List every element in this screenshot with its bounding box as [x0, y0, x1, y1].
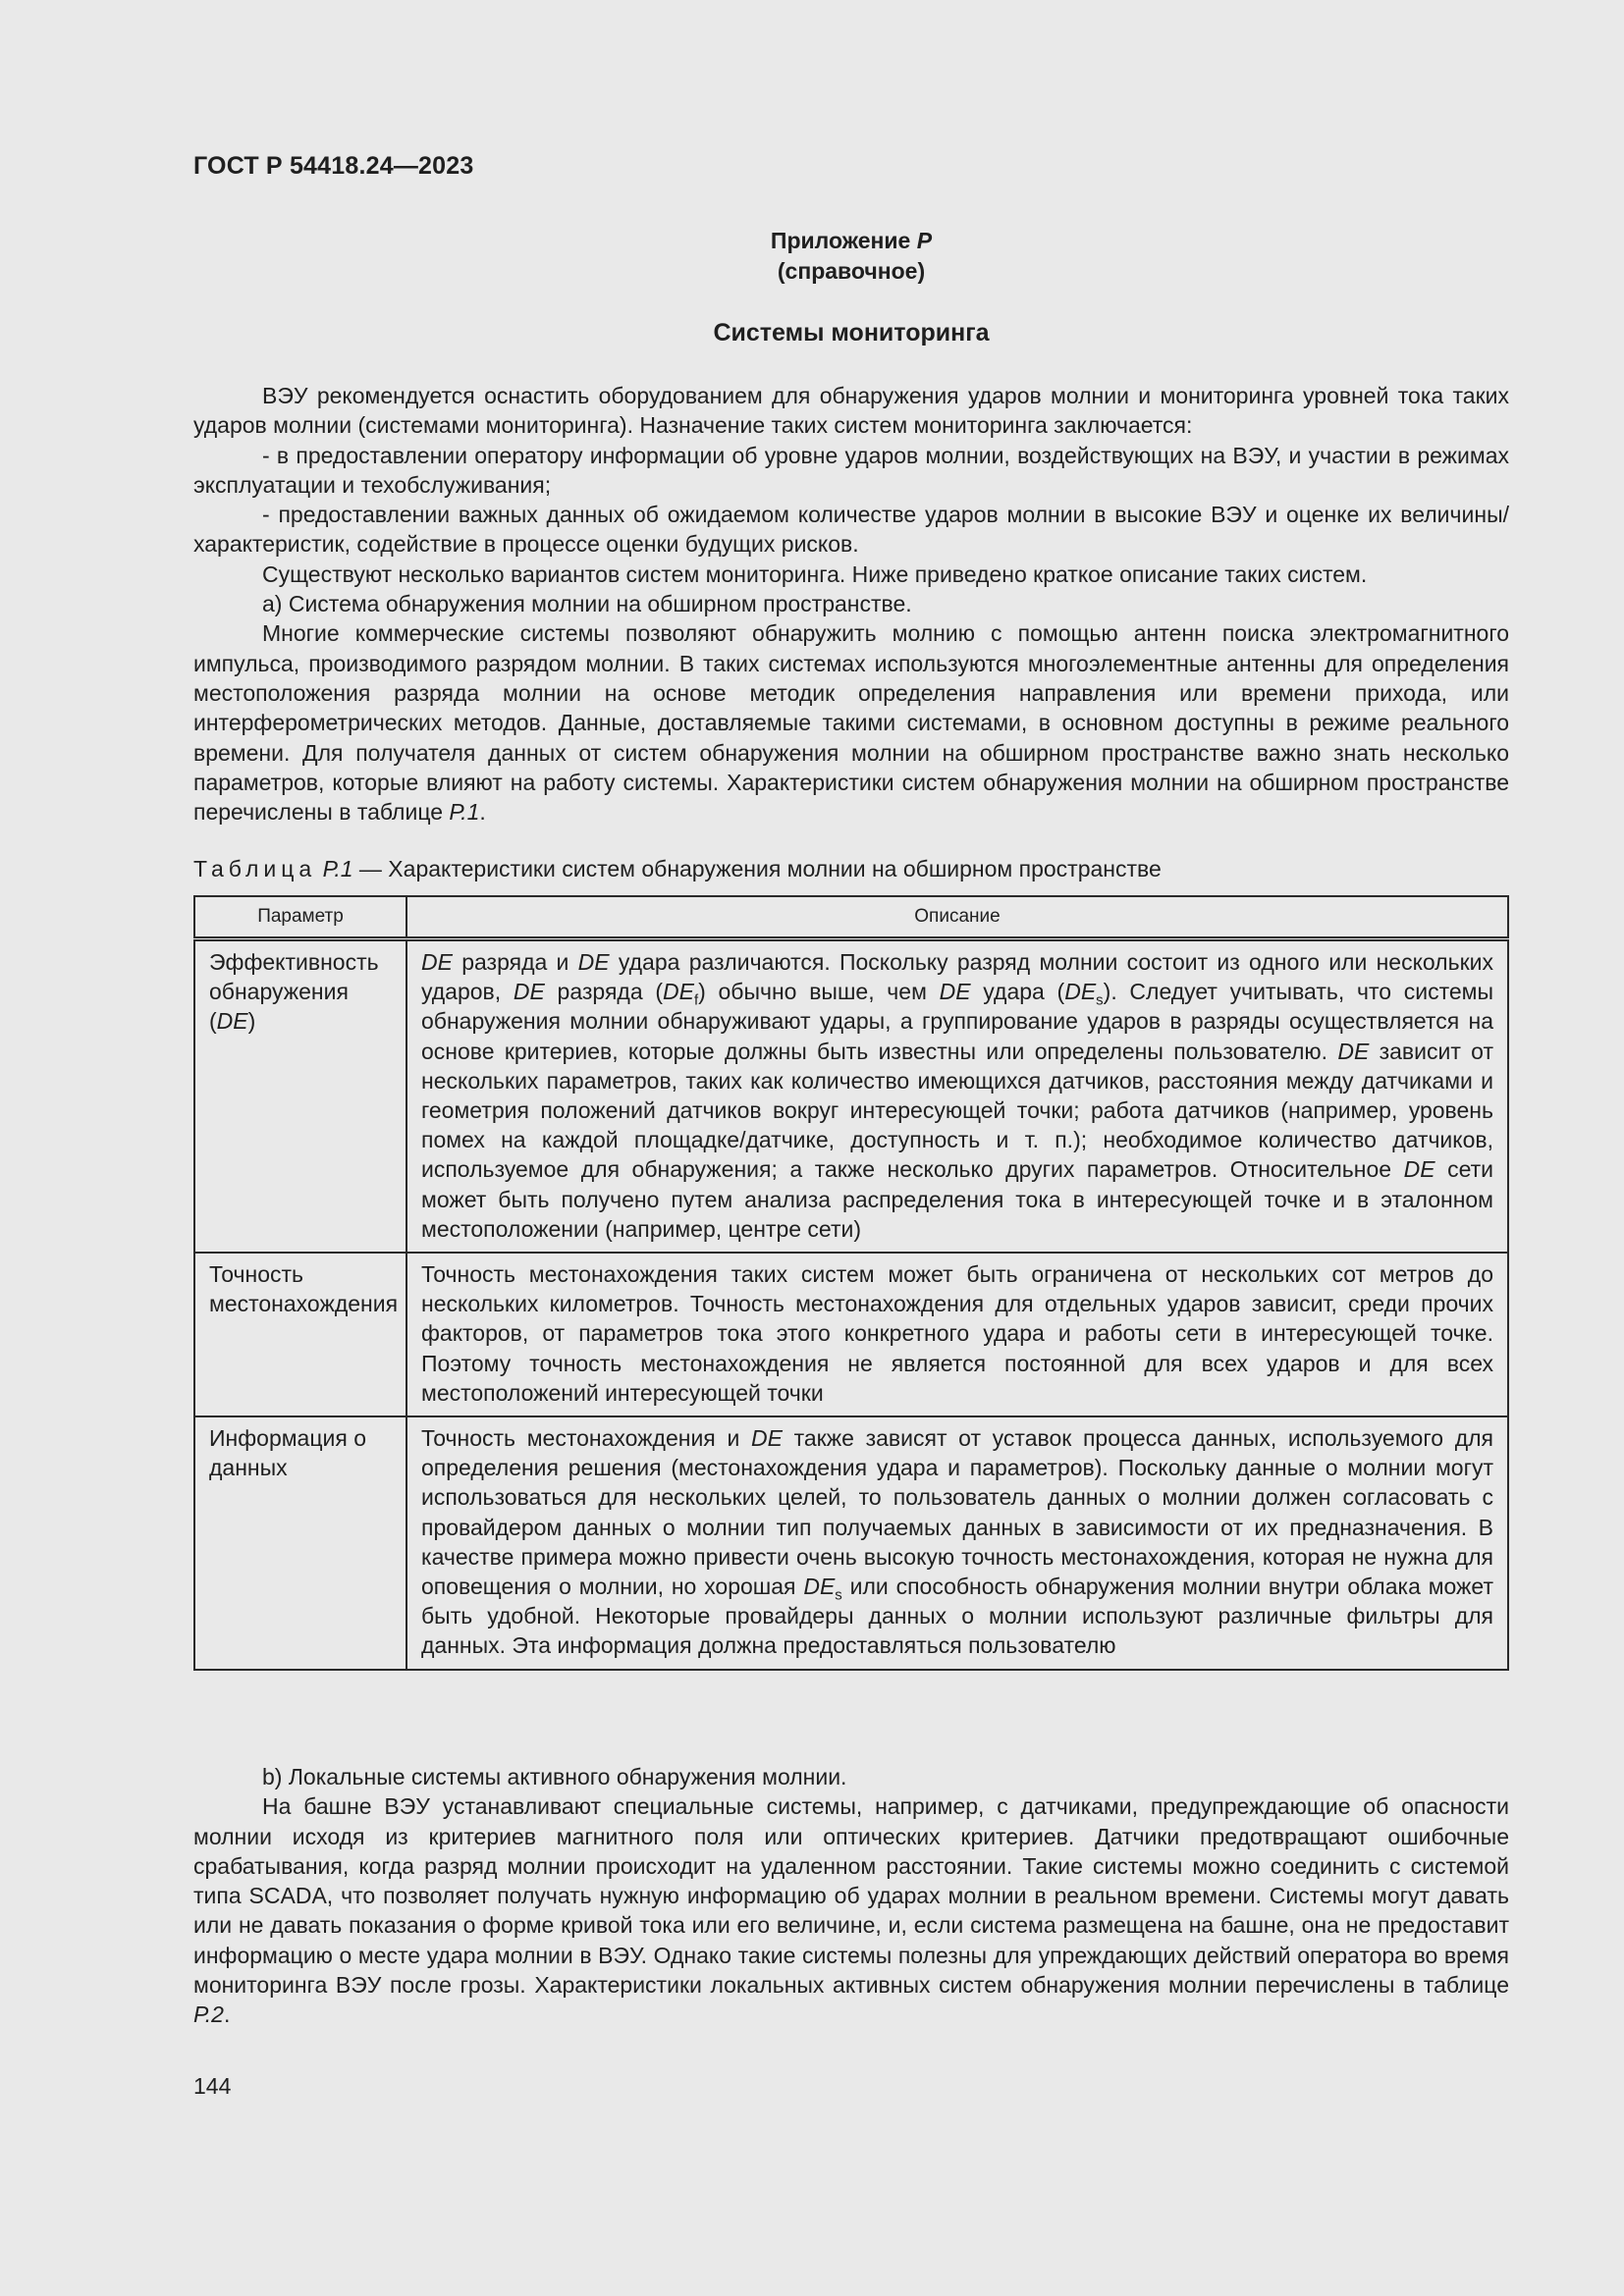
subscript: s [1096, 991, 1104, 1009]
desc-text: ). Следует учитывать, что системы обнаружения молнии обнаруживают удары, а группирование ударов в разряды осуществляется на основе критериев, которые должны быть известны или определены пользователю. [421, 979, 1493, 1064]
caption-text: — Характеристики систем обнаружения молнии на обширном пространстве [352, 856, 1162, 881]
section-title: Системы мониторинга [713, 319, 990, 347]
desc-cell [406, 939, 1508, 1254]
table-header-row [194, 896, 1508, 939]
subscript: s [835, 1586, 842, 1604]
body-paragraph [193, 1791, 1509, 2029]
appendix-prefix: Приложение [770, 228, 911, 253]
abbr-de: DE [663, 979, 694, 1005]
desc-text: удара различаются. Поскольку разряд молнии состоит из одного или нескольких ударов, [421, 949, 1493, 1005]
header-description: Описание [406, 896, 1508, 939]
abbr-de: DE [750, 1425, 783, 1452]
table-row [194, 1253, 1508, 1416]
desc-text: разряда и [452, 949, 578, 975]
body-paragraph: b) Локальные системы активного обнаружения молнии. [262, 1764, 847, 1789]
abbr-de: DE [1337, 1038, 1370, 1064]
appendix-heading [193, 226, 1509, 287]
page-number: 144 [193, 2073, 232, 2099]
intro-paragraph [193, 618, 1509, 827]
paragraph-end: . [479, 799, 486, 826]
intro-text [193, 381, 1509, 827]
appendix-title [193, 226, 1509, 256]
caption-word: Таблица [193, 856, 317, 881]
desc-text: зависит от нескольких параметров, таких как количество имеющихся датчиков, расстояния между датчиками и геометрия положений датчиков вокруг интересующей точки; работа датчиков (например, уровень помех на каждой площадке/датчике, доступность и т. п.); необходимое количество датчиков, используемое для обнаружения; а также несколько других параметров. Относительное [421, 1038, 1493, 1183]
document-code: ГОСТ Р 54418.24—2023 [193, 152, 474, 180]
desc-text: ) обычно выше, чем [698, 979, 940, 1005]
desc-text: сети может быть получено путем анализа распределения тока в интересующей точке и в эталонном местоположении (например, центре сети) [421, 1156, 1493, 1242]
abbr-de: DE [577, 949, 610, 975]
abbr-de: DE [803, 1574, 836, 1600]
abbr-de: DE [513, 979, 545, 1005]
desc-text: Точность местонахождения и [421, 1425, 751, 1452]
paragraph-text: На башне ВЭУ устанавливают специальные системы, например, с датчиками, предупреждающие об опасности молнии исходя из критериев магнитного поля или оптических критериев. Датчики предотвращают ошибочные срабатывания, когда разряд молнии происходит на удаленном расстоянии. Такие системы можно соединить с системой типа SCADA, что позволяет получать нужную информацию об ударах молнии в реальном времени. Системы могут давать или не давать показания о форме кривой тока или его величине, и, если система размещена на башне, она не предоставит информацию о месте удара молнии в ВЭУ. Однако такие системы полезны для упреждающих действий оператора во время мониторинга ВЭУ после грозы. Характеристики локальных активных систем обнаружения молнии перечислены в таблице [193, 1793, 1509, 1999]
subscript: f [693, 991, 699, 1009]
desc-text: разряда ( [544, 979, 663, 1005]
abbr-de: DE [1064, 979, 1097, 1005]
intro-paragraph: Существуют несколько вариантов систем мониторинга. Ниже приведено краткое описание таких систем. [262, 561, 1368, 587]
appendix-letter: Р [916, 228, 933, 253]
table-caption [193, 854, 1509, 883]
param-abbr: DE [216, 1008, 248, 1035]
desc-text: также зависят от уставок процесса данных, используемого для определения решения (местонахождения удара и параметров). Поскольку данные о молнии могут использоваться для нескольких целей, то пользователь данных о молнии должен согласовать с провайдером данных о молнии тип получаемых данных в зависимости от их предназначения. В качестве примера можно привести очень высокую точность местонахождения, которая не нужна для оповещения о молнии, но хорошая [421, 1425, 1493, 1600]
table-row [194, 1416, 1508, 1670]
intro-paragraph: - предоставлении важных данных об ожидаемом количестве ударов молнии в высокие ВЭУ и оценке их величины/характеристик, содействие в процессе оценки будущих рисков. [193, 502, 1509, 558]
intro-paragraph: ВЭУ рекомендуется оснастить оборудованием для обнаружения ударов молнии и мониторинга уровней тока таких ударов молнии (системами мониторинга). Назначение таких систем мониторинга заключается: [193, 383, 1509, 439]
abbr-de: DE [939, 979, 971, 1005]
desc-text: или способность обнаружения молнии внутри облака может быть удобной. Некоторые провайдеры данных о молнии используют различные фильтры для данных. Эта информация должна предоставляться пользователю [421, 1574, 1493, 1659]
intro-paragraph: - в предоставлении оператору информации об уровне ударов молнии, воздействующих на ВЭУ, и участии в режимах эксплуатации и техобслуживания; [193, 442, 1509, 498]
characteristics-table [193, 895, 1509, 1671]
paragraph-end: . [223, 2002, 231, 2028]
param-cell: Информация о данных [194, 1416, 406, 1670]
abbr-de: DE [1403, 1156, 1435, 1183]
table-reference: Р.1 [449, 799, 480, 826]
param-cell [194, 939, 406, 1254]
appendix-kind: (справочное) [777, 258, 926, 284]
table-row [194, 939, 1508, 1254]
table-reference: Р.2 [193, 2002, 224, 2028]
desc-cell [406, 1416, 1508, 1670]
param-text: ) [247, 1008, 256, 1035]
desc-cell: Точность местонахождения таких систем может быть ограничена от нескольких сот метров до нескольких километров. Точность местонахождения для отдельных ударов зависит, среди прочих факторов, от параметров тока этого конкретного удара и работы сети в интересующей точке. Поэтому точность местонахождения не является постоянной для всех ударов и для всех местоположений интересующей точки [406, 1253, 1508, 1416]
after-table-text [193, 1762, 1509, 2030]
param-text: Эффективность обнаружения ( [209, 949, 379, 1035]
desc-text: удара ( [970, 979, 1065, 1005]
caption-ref: Р.1 [322, 856, 353, 881]
header-parameter: Параметр [194, 896, 406, 939]
paragraph-text: Многие коммерческие системы позволяют обнаружить молнию с помощью антенн поиска электромагнитного импульса, производимого разрядом молнии. В таких системах используются многоэлементные антенны для определения местоположения разряда молнии на основе методик определения направления или времени прихода, или интерферометрических методов. Данные, доставляемые такими системами, в основном доступны в режиме реального времени. Для получателя данных от систем обнаружения молнии на обширном пространстве важно знать несколько параметров, которые влияют на работу системы. Характеристики систем обнаружения молнии на обширном пространстве перечислены в таблице [193, 620, 1509, 826]
abbr-de: DE [421, 949, 453, 975]
param-cell: Точность местонахождения [194, 1253, 406, 1416]
intro-paragraph: a) Система обнаружения молнии на обширном пространстве. [262, 591, 912, 617]
